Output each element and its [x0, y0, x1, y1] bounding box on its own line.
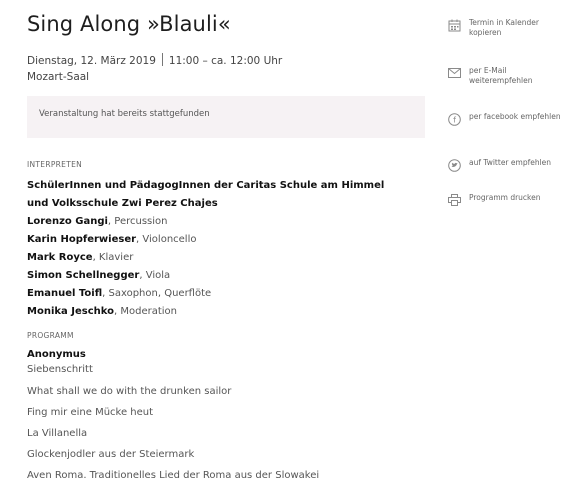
- status-notice: [27, 96, 425, 138]
- performer-name: Monika Jeschko: [27, 306, 115, 317]
- facebook-share-link[interactable]: [447, 112, 564, 126]
- performer-name: SchülerInnen und PädagogInnen der Caritas Schule am Himmel und Volksschule Zwi Perez Chajes: [27, 180, 385, 209]
- performer-role: , Moderation: [114, 306, 178, 317]
- calendar-link[interactable]: [447, 18, 564, 38]
- envelope-icon: [447, 66, 461, 80]
- facebook-share-label: per facebook empfehlen: [469, 112, 561, 121]
- performer-name: Mark Royce: [27, 252, 93, 263]
- performer-row: [27, 231, 397, 249]
- meta-separator: [162, 53, 163, 66]
- calendar-link-label: Termin in Kalender kopieren: [469, 18, 539, 37]
- program-piece: Siebenschritt: [27, 364, 93, 375]
- event-venue: Mozart-Saal: [27, 71, 90, 83]
- performer-role: , Klavier: [92, 252, 134, 263]
- print-program-link[interactable]: [447, 193, 564, 207]
- status-notice-text: Veranstaltung hat bereits stattgefunden: [39, 109, 210, 119]
- svg-text:f: f: [452, 115, 456, 125]
- twitter-share-link[interactable]: [447, 158, 564, 172]
- event-time: 11:00 – ca. 12:00 Uhr: [168, 55, 283, 67]
- performer-row: [27, 213, 397, 231]
- calendar-icon: [447, 18, 461, 32]
- performer-row: [27, 249, 397, 267]
- print-program-label: Programm drucken: [469, 193, 541, 202]
- performer-role: , Viola: [139, 270, 171, 281]
- twitter-icon: [447, 158, 461, 172]
- printer-icon: [447, 193, 461, 207]
- program-list: [27, 347, 397, 486]
- email-share-label: per E-Mail weiterempfehlen: [469, 66, 533, 85]
- facebook-icon: [447, 112, 461, 126]
- program-composer: Anonymus: [27, 349, 86, 360]
- performer-role: , Saxophon, Querflöte: [102, 288, 212, 299]
- performer-name: Emanuel Toifl: [27, 288, 103, 299]
- performer-row: [27, 285, 397, 303]
- event-meta: [27, 53, 282, 85]
- performer-row: [27, 267, 397, 285]
- program-piece: Glockenjodler aus der Steiermark: [27, 449, 195, 460]
- performer-row: [27, 177, 397, 213]
- performer-name: Karin Hopferwieser: [27, 234, 137, 245]
- program-piece: Aven Roma. Traditionelles Lied der Roma aus der Slowakei: [27, 470, 320, 481]
- program-piece: Fing mir eine Mücke heut: [27, 407, 154, 418]
- email-share-link[interactable]: [447, 66, 564, 86]
- performer-name: Lorenzo Gangi: [27, 216, 108, 227]
- twitter-share-label: auf Twitter empfehlen: [469, 158, 552, 167]
- performers-list: [27, 177, 397, 321]
- performer-name: Simon Schellnegger: [27, 270, 140, 281]
- program-heading: PROGRAMM: [27, 331, 74, 340]
- event-title: Sing Along »Blauli«: [27, 12, 231, 36]
- program-piece: La Villanella: [27, 428, 88, 439]
- performers-heading: INTERPRETEN: [27, 160, 83, 169]
- performer-row: [27, 303, 397, 321]
- performer-role: , Violoncello: [136, 234, 197, 245]
- program-piece: What shall we do with the drunken sailor: [27, 386, 232, 397]
- event-date: Dienstag, 12. März 2019: [27, 55, 156, 67]
- performer-role: , Percussion: [107, 216, 168, 227]
